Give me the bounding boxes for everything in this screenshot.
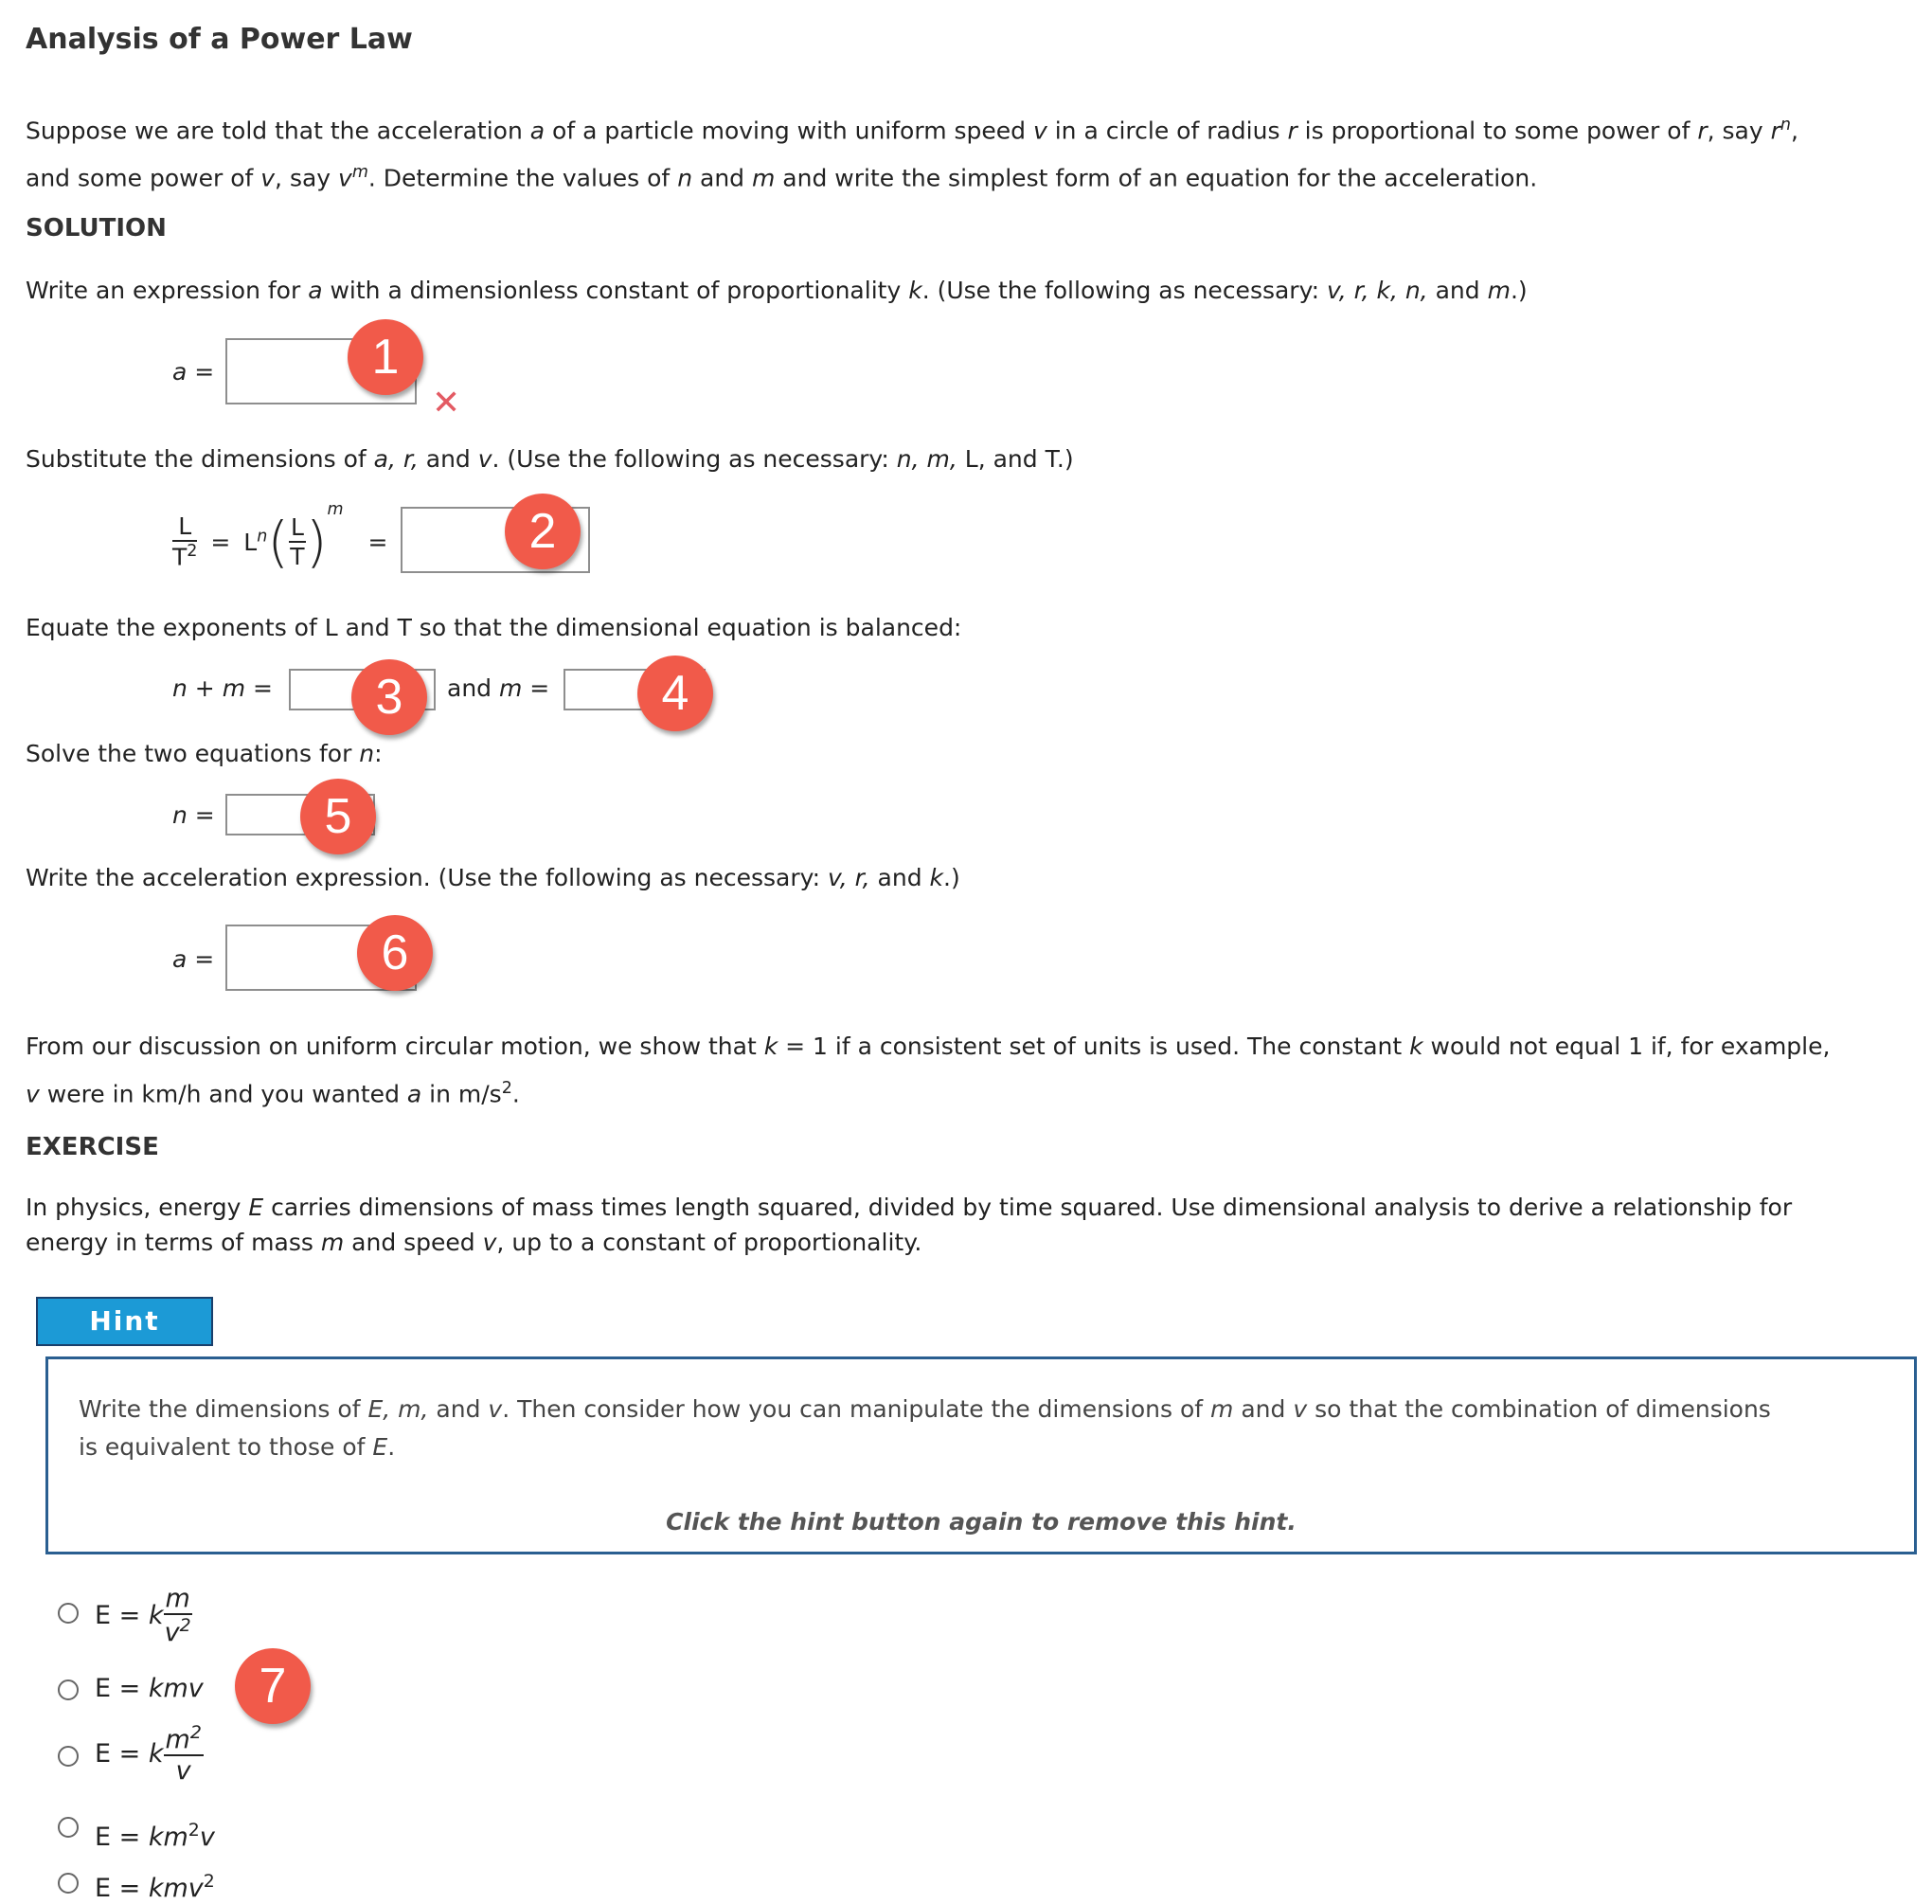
problem-line-1: Suppose we are told that the acceleration a of a particle moving with uniform speed v in a circle of radius r is proportional to some power of r, say $r^n$, [26,116,1798,145]
step3-instruction: Equate the exponents of L and T so that the dimensional equation is balanced: [26,614,962,641]
hint-button[interactable]: Hint [36,1297,213,1346]
exercise-text [26,1190,1920,1260]
annotation-badge-7: 7 [235,1648,311,1724]
option-label-2: E = kmv [95,1674,204,1703]
step2-instruction: Substitute the dimensions of a, r, and v. (Use the following as necessary: n, m, L, and T.) [26,445,1074,473]
exercise-heading: EXERCISE [26,1133,159,1161]
step1-instruction: Write an expression for a with a dimensionless constant of proportionality k. (Use the following as necessary: v, r, k, n, and m.) [26,277,1528,304]
incorrect-icon: ✕ [432,384,461,422]
option-radio-5[interactable] [58,1873,79,1894]
step4-label: n = [172,801,215,829]
step3-label-n-plus-m: n + m = [172,674,273,702]
problem-statement [26,104,1920,200]
discussion-line-1: From our discussion on uniform circular motion, we show that k = 1 if a consistent set of units is used. The constant k would not equal 1 if, for example, [26,1033,1831,1060]
option-label-1: E = k $\frac{m}{v^2}$ [95,1584,191,1647]
option-radio-1[interactable] [58,1603,79,1624]
hint-text [79,1391,1897,1466]
annotation-badge-5: 5 [300,779,376,854]
option-label-3: E = k $\frac{m^2}{v}$ [95,1722,202,1786]
exercise-line-1: In physics, energy E carries dimensions of mass times length squared, divided by time squared. Use dimensional analysis to derive a relationship for [26,1194,1793,1221]
hint-remove-note: Click the hint button again to remove this hint. [666,1508,1297,1536]
exercise-line-2: energy in terms of mass m and speed v, up to a constant of proportionality. [26,1229,922,1256]
discussion-text [26,1026,1929,1115]
step5-label: a = [172,945,215,973]
annotation-badge-3: 3 [351,659,427,735]
solution-heading: SOLUTION [26,214,167,242]
page-title: Analysis of a Power Law [26,23,413,56]
velocity-dimension-fraction: $\frac{L}{T}$ [290,513,305,570]
hint-line-1: Write the dimensions of E, m, and v. Then consider how you can manipulate the dimensions of m and v so that the combination of dimensions [79,1395,1771,1423]
problem-line-2: and some power of v, say $v^m$. Determine the values of n and m and write the simplest form of an equation for the acceleration. [26,163,1538,192]
step5-instruction: Write the acceleration expression. (Use the following as necessary: v, r, and k.) [26,864,960,891]
option-radio-4[interactable] [58,1817,79,1838]
annotation-badge-1: 1 [348,319,423,395]
discussion-line-2: v were in km/h and you wanted a in $m/s^2$. [26,1079,520,1108]
option-label-5: E = kmv$^2$ [95,1871,215,1903]
annotation-badge-4: 4 [637,656,713,731]
option-radio-2[interactable] [58,1679,79,1700]
step4-instruction: Solve the two equations for n: [26,740,383,767]
step3-label-m: and m = [447,674,550,702]
annotation-badge-6: 6 [357,915,433,991]
annotation-badge-2: 2 [505,494,581,569]
option-label-4: $E = km^2v$ [95,1820,215,1852]
step1-label: a = [172,358,215,386]
option-radio-3[interactable] [58,1746,79,1767]
a-dimension-fraction: $\frac{L}{T^2}$ [172,512,198,571]
dimension-equation: $\frac{L}{T^2}$ = $L^n$( $\frac{L}{T}$ )$^m$ = [172,500,388,574]
hint-line-2: is equivalent to those of E. [79,1433,396,1461]
